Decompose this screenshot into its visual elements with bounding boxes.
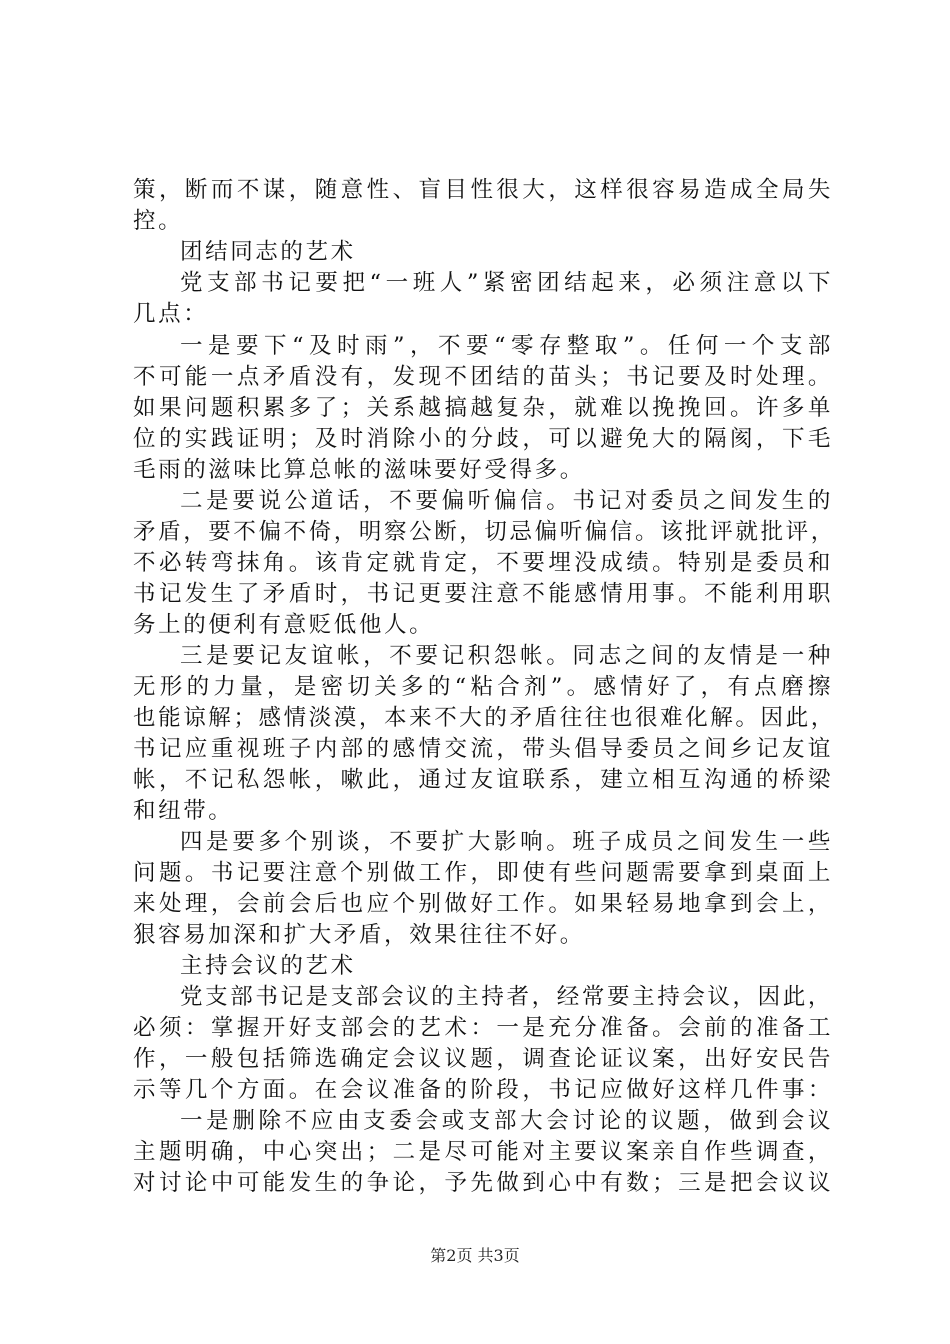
text-line: 帐，不记私怨帐，嗽此，通过友谊联系，建立相互沟通的桥梁 xyxy=(133,767,833,793)
text-line: 必须：掌握开好支部会的艺术：一是充分准备。会前的准备工 xyxy=(133,1015,833,1041)
text-line: 不可能一点矛盾没有，发现不团结的苗头；书记要及时处理。 xyxy=(133,364,833,390)
text-line: 二是要说公道话，不要偏听偏信。书记对委员之间发生的 xyxy=(180,488,833,514)
text-line: 无形的力量，是密切关多的“粘合剂”。感情好了，有点磨擦 xyxy=(133,674,833,700)
text-line: 对讨论中可能发生的争论，予先做到心中有数；三是把会议议 xyxy=(133,1170,833,1196)
text-line: 和纽带。 xyxy=(133,798,234,824)
page-number-footer: 第2页 共3页 xyxy=(430,1246,520,1265)
text-line: 示等几个方面。在会议准备的阶段，书记应做好这样几件事： xyxy=(133,1077,833,1103)
text-line: 几点： xyxy=(133,301,209,327)
text-line: 三是要记友谊帐，不要记积怨帐。同志之间的友情是一种 xyxy=(180,643,833,669)
text-line: 主题明确，中心突出；二是尽可能对主要议案亲自作些调查， xyxy=(133,1139,833,1165)
text-line: 如果问题积累多了；关系越搞越复杂，就难以挽挽回。许多单 xyxy=(133,395,833,421)
text-line: 来处理，会前会后也应个别做好工作。如果轻易地拿到会上， xyxy=(133,891,833,917)
text-line: 党支部书记要把“一班人”紧密团结起来，必须注意以下 xyxy=(180,270,833,296)
section-heading: 团结同志的艺术 xyxy=(180,239,356,265)
section-heading: 主持会议的艺术 xyxy=(180,953,356,979)
text-line: 书记应重视班子内部的感情交流，带头倡导委员之间乡记友谊 xyxy=(133,736,833,762)
text-line: 党支部书记是支部会议的主持者，经常要主持会议，因此， xyxy=(180,984,833,1010)
text-line: 问题。书记要注意个别做工作，即使有些问题需要拿到桌面上 xyxy=(133,860,833,886)
text-line: 一是删除不应由支委会或支部大会讨论的议题，做到会议 xyxy=(180,1108,833,1134)
text-line: 书记发生了矛盾时，书记更要注意不能感情用事。不能利用职 xyxy=(133,581,833,607)
text-line: 不必转弯抹角。该肯定就肯定，不要埋没成绩。特别是委员和 xyxy=(133,550,833,576)
text-line: 策，断而不谋，随意性、盲目性很大，这样很容易造成全局失 xyxy=(133,177,833,203)
text-line: 毛雨的滋味比算总帐的滋味要好受得多。 xyxy=(133,457,585,483)
text-line: 也能谅解；感情淡漠，本来不大的矛盾往往也很难化解。因此， xyxy=(133,705,836,731)
text-line: 位的实践证明；及时消除小的分歧，可以避免大的隔阂，下毛 xyxy=(133,426,833,452)
text-line: 务上的便利有意贬低他人。 xyxy=(133,612,435,638)
text-line: 矛盾，要不偏不倚，明察公断，切忌偏听偏信。该批评就批评， xyxy=(133,519,836,545)
text-line: 作，一般包括筛选确定会议议题，调查论证议案，出好安民告 xyxy=(133,1046,833,1072)
text-line: 四是要多个别谈，不要扩大影响。班子成员之间发生一些 xyxy=(180,829,833,855)
text-line: 一是要下“及时雨”，不要“零存整取”。任何一个支部 xyxy=(180,333,833,359)
text-line: 狠容易加深和扩大矛盾，效果往往不好。 xyxy=(133,922,585,948)
text-line: 控。 xyxy=(133,208,184,234)
